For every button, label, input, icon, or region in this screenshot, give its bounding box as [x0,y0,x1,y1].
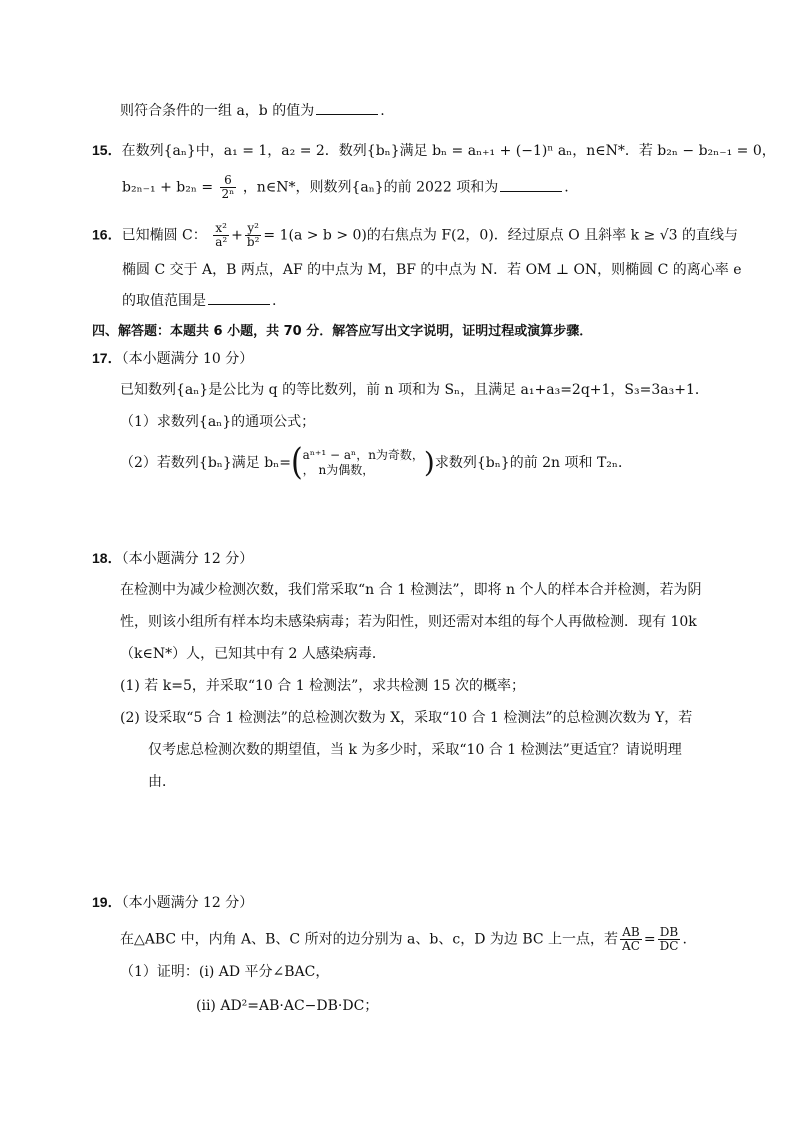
q18-line1 [120,580,702,600]
q17-part2-text-b: 求数列{bₙ}的前 2n 项和 T₂ₙ． [434,455,632,471]
q16-frac-x-den: a² [215,235,228,249]
q17-part2 [120,441,632,484]
q19-stem-end: . [682,931,687,948]
q15-fraction [220,174,237,201]
q17-case-odd: aⁿ⁺¹ − aⁿ，n为奇数， [302,448,424,462]
q17-case-even: ， n为偶数， [302,463,375,477]
q16-text-2: 椭圆 C 交于 A，B 两点，AF 的中点为 M，BF 的中点为 N．若 OM ⊥ ON，则椭圆 C 的离心率 e [122,262,742,278]
q18-part2-text-3: 由． [148,774,176,790]
q18-part2-line3 [148,772,176,792]
q19-header [92,892,253,913]
q18-part2-line1 [120,708,692,728]
q15-frac-num: 6 [220,174,237,188]
q18-text-1: 在检测中为减少检测次数，我们常采取“n 合 1 检测法”，即将 n 个人的样本合并检测，若为阴 [120,582,702,598]
q17-left-brace: ( [290,441,303,484]
q14-tail [120,100,385,121]
q18-score: （本小题满分 12 分） [121,551,254,567]
q15-line2 [122,174,569,201]
q16-frac-y-num: y² [245,222,262,236]
q19-equals: = [643,931,656,948]
q18-part1 [120,676,525,696]
q19-stem [120,926,687,953]
q17-right-brace: ) [423,446,435,479]
q14-text: 则符合条件的一组 a，b 的值为 [120,103,315,119]
q19-part1-text: （1）证明：(i) AD 平分∠BAC， [120,964,330,980]
q15-line1 [92,140,776,161]
q15-end: . [564,179,569,196]
q19-frac-ab-ac [620,926,642,953]
q16-frac-y [245,222,262,249]
q18-text-2: 性，则该小组所有样本均未感染病毒；若为阳性，则还需对本组的每个人再做检测．现有 10k [120,614,697,630]
q16-frac-x-num: x² [213,222,229,236]
q19-frac2-num: DB [658,926,681,940]
q16-frac-x [213,222,229,249]
q15-text-1: 在数列{aₙ}中，a₁ = 1，a₂ = 2．数列{bₙ}满足 bₙ = aₙ₊₁ + (−1)ⁿ aₙ，n∈N*．若 b₂ₙ − b₂ₙ₋₁ = 0， [121,143,776,159]
q19-frac-db-dc [658,926,681,953]
q16-text-3: 的取值范围是 [122,293,206,309]
q15-text-2a: b₂ₙ₋₁ + b₂ₙ = [122,179,214,196]
q16-frac-y-den: b² [246,235,260,249]
q15-frac-den: 2ⁿ [221,187,235,201]
q18-part2-text-1: (2) 设采取“5 合 1 检测法”的总检测次数为 X，采取“10 合 1 检测法”的总检测次数为 Y，若 [120,710,693,726]
q16-line3 [122,290,276,311]
q16-plus: + [231,227,243,244]
q17-stem-text: 已知数列{aₙ}是公比为 q 的等比数列，前 n 项和为 Sₙ，且满足 a₁+a₃=2q+1，S₃=3a₃+1． [120,382,709,398]
q16-text-1a: 已知椭圆 C： [121,227,207,244]
q18-number: 18． [92,550,122,566]
q19-frac1-den: AC [622,939,640,953]
q18-line3 [120,644,386,664]
q14-answer-blank[interactable] [316,100,378,115]
q18-header [92,548,253,569]
section-4-title: 四、解答题： [92,324,171,339]
q18-text-3: （k∈N*）人，已知其中有 2 人感染病毒． [120,646,386,662]
q17-piecewise [303,448,424,478]
section-4-desc: 本题共 6 小题，共 70 分．解答应写出文字说明，证明过程或演算步骤． [170,324,593,339]
q17-stem [120,380,709,400]
q17-number: 17． [92,350,122,366]
section-4-header [92,322,592,342]
q15-text-2b: ，n∈N*，则数列{aₙ}的前 2022 项和为 [242,179,499,196]
q17-header [92,348,253,369]
q19-part1-ii-text: (ii) AD²=AB·AC−DB·DC； [196,998,379,1014]
q17-score: （本小题满分 10 分） [121,351,254,367]
q16-line1 [92,222,738,249]
q17-part1 [120,412,315,432]
q19-part1-ii [196,996,378,1016]
q16-line2 [122,260,742,280]
q16-end: . [272,293,277,309]
q19-frac1-num: AB [620,926,642,940]
q18-part2-line2 [148,740,682,760]
q19-number: 19． [92,894,122,910]
q19-frac2-den: DC [659,939,679,953]
q16-number: 16． [92,226,122,243]
q18-part1-text: (1) 若 k=5，并采取“10 合 1 检测法”，求共检测 15 次的概率； [120,678,525,694]
q16-answer-blank[interactable] [208,290,270,305]
q19-part1 [120,962,329,982]
q17-part2-text-a: （2）若数列{bₙ}满足 bₙ= [120,455,291,471]
q15-answer-blank[interactable] [500,177,562,192]
q15-number: 15． [92,142,122,158]
q19-score: （本小题满分 12 分） [121,895,254,911]
q18-part2-text-2: 仅考虑总检测次数的期望值，当 k 为多少时，采取“10 合 1 检测法”更适宜？请说明理 [148,742,682,758]
q14-end: . [380,103,385,119]
q18-line2 [120,612,697,632]
q16-text-1b: = 1(a > b > 0)的右焦点为 F(2，0)．经过原点 O 且斜率 k ≥ √3 的直线与 [263,227,739,244]
q17-part1-text: （1）求数列{aₙ}的通项公式； [120,414,316,430]
q19-stem-text: 在△ABC 中，内角 A、B、C 所对的边分别为 a、b、c，D 为边 BC 上一点，若 [120,931,619,948]
